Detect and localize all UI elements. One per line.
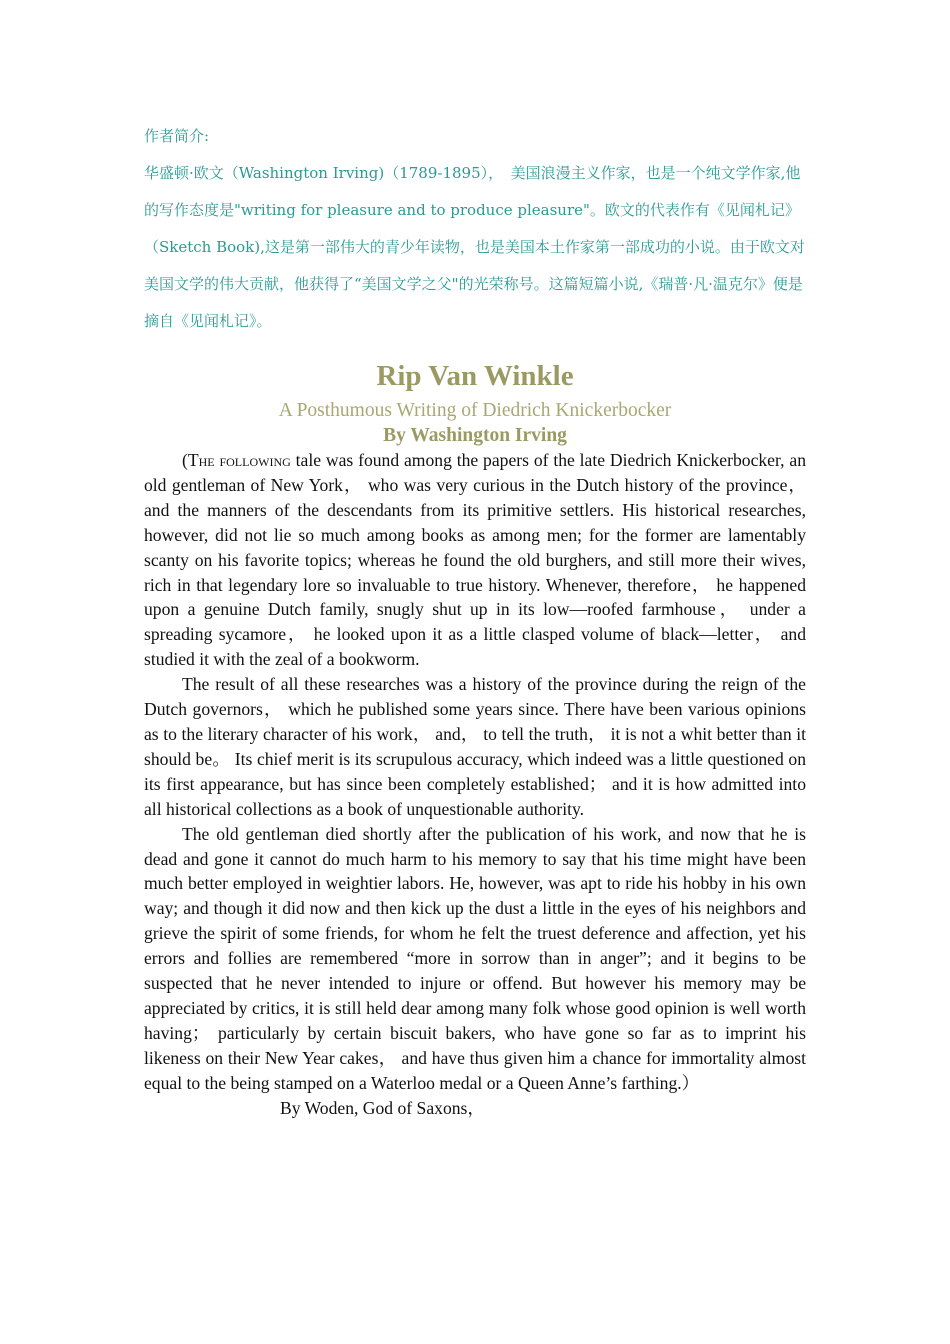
story-byline: By Washington Irving [383, 425, 567, 446]
story-paragraph-3: The old gentleman died shortly after the publication of his work, and now that he is dead and gone it cannot do much harm to his memory to say that his time might have been much better employed in weightier labors. He, however, was apt to ride his hobby in his own way; and though it did now and then kick up the dust a little in the eyes of his neighbors and grieve the spirit of some friends, for whom he felt the truest deference and affection, yet his errors and follies are remembered “more in sorrow than in anger”; and it begins to be suspected that he never intended to injure or offend. But however his memory may be appreciated by critics, it is still held dear among many folk whose good opinion is well worth having； particularly by certain biscuit bakers, who have gone so far as to imprint his likeness on their New Year cakes， and have thus given him a chance for immortality almost equal to the being stamped on a Waterloo medal or a Queen Anne’s farthing.） [144, 823, 806, 1093]
document-page [144, 118, 806, 1120]
story-subtitle: A Posthumous Writing of Diedrich Knickerbocker [278, 400, 672, 421]
story-body [144, 448, 806, 1096]
intro-heading: 作者简介: [144, 127, 210, 145]
author-introduction [144, 118, 806, 340]
paragraph-1-smallcaps: he following [198, 450, 291, 470]
intro-paragraph: 华盛顿·欧文（Washington Irving)（1789-1895）， 美国浪漫主义作家，也是一个纯文学作家,他的写作态度是"writing for pleasure and to produce pleasure"。欧文的代表作有《见闻札记》（Sketch Book),这是第一部伟大的青少年读物，也是美国本土作家第一部成功的小说。由于欧文对美国文学的伟大贡献，他获得了“美国文学之父"的光荣称号。这篇短篇小说,《瑞普·凡·温克尔》便是摘自《见闻札记》。 [144, 164, 805, 330]
story-paragraph-2: The result of all these researches was a history of the province during the reign of the Dutch governors， which he published some years since. There have been various opinions as to the literary character of his work， and， to tell the truth， it is not a whit better than it should be。 Its chief merit is its scrupulous accuracy, which indeed was a little questioned on its first appearance, but has since been completely established； and it is how admitted into all historical collections as a book of unquestionable authority. [144, 674, 806, 819]
paragraph-1-text: tale was found among the papers of the late Diedrich Knickerbocker, an old gentleman of New York， who was very curious in the Dutch history of the province， and the manners of the descendants from its primitive settlers. His historical researches, however, did not lie so much among books as among men; for the former are lamentably scanty on his favorite topics; whereas he found the old burghers, and still more their wives, rich in that legendary lore so invaluable to true history. Whenever, therefore， he happened upon a genuine Dutch family, snugly shut up in its low—roofed farmhouse， under a spreading sycamore， he looked upon it as a little clasped volume of black—letter， and studied it with the zeal of a bookworm. [144, 450, 806, 670]
paragraph-1-open: (T [182, 450, 199, 470]
story-signoff: By Woden, God of Saxons， [280, 1097, 485, 1118]
story-paragraph-1 [144, 448, 806, 672]
story-title: Rip Van Winkle [376, 360, 574, 392]
